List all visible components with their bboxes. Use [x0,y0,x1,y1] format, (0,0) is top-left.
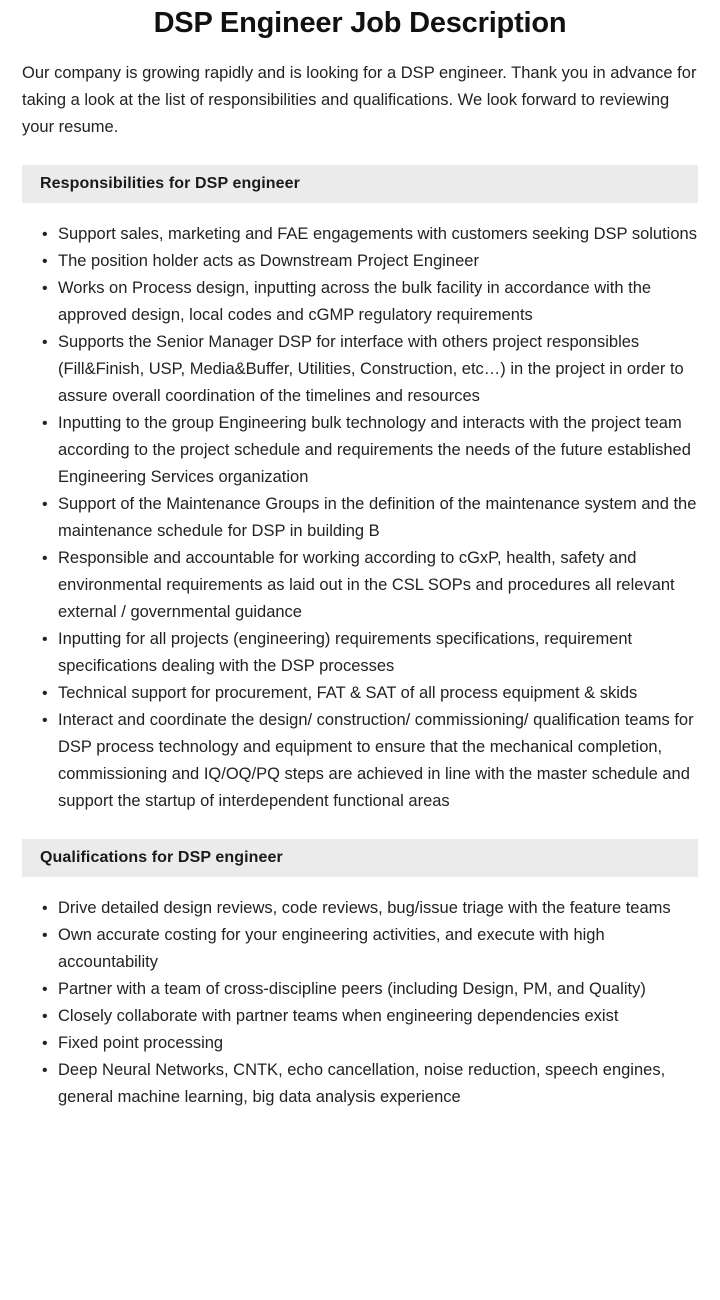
list-item: • Own accurate costing for your engineering activities, and execute with high accountability [58,922,698,976]
page-title: DSP Engineer Job Description [153,7,567,39]
list-item: • Supports the Senior Manager DSP for interface with others project responsibles (Fill&Finish, USP, Media&Buffer, Utilities, Construction, etc…) in the project in order to assure overall coordination of the timelines and resources [58,329,698,410]
section-qualifications [0,839,720,1111]
list-item: • Support sales, marketing and FAE engagements with customers seeking DSP solutions [58,221,698,248]
list-item: • Responsible and accountable for working according to cGxP, health, safety and environmental requirements as laid out in the CSL SOPs and procedures all relevant external / governmental guidance [58,545,698,626]
list-item: • Inputting for all projects (engineering) requirements specifications, requirement specifications dealing with the DSP processes [58,626,698,680]
bottom-spacer [0,1111,720,1121]
qualifications-list [0,877,720,1111]
section-header-label: Qualifications for DSP engineer [40,849,283,866]
list-item: • Inputting to the group Engineering bulk technology and interacts with the project team according to the project schedule and requirements the needs of the future established Engineering Services organization [58,410,698,491]
list-item: • Drive detailed design reviews, code reviews, bug/issue triage with the feature teams [58,895,698,922]
list-item: • Technical support for procurement, FAT & SAT of all process equipment & skids [58,680,698,707]
responsibilities-list [0,203,720,815]
list-item: • Fixed point processing [58,1030,698,1057]
section-header-qualifications [22,839,698,877]
list-item: • Deep Neural Networks, CNTK, echo cancellation, noise reduction, speech engines, general machine learning, big data analysis experience [58,1057,698,1111]
intro-paragraph: Our company is growing rapidly and is looking for a DSP engineer. Thank you in advance for taking a look at the list of responsibilities and qualifications. We look forward to reviewing your resume. [22,64,697,136]
section-header-label: Responsibilities for DSP engineer [40,175,300,192]
section-header-responsibilities [22,165,698,203]
list-item: • Interact and coordinate the design/ construction/ commissioning/ qualification teams for DSP process technology and equipment to ensure that the mechanical completion, commissioning and IQ/OQ/PQ steps are achieved in line with the master schedule and support the startup of interdependent functional areas [58,707,698,815]
list-item: • The position holder acts as Downstream Project Engineer [58,248,698,275]
section-responsibilities [0,165,720,815]
list-item: • Closely collaborate with partner teams when engineering dependencies exist [58,1003,698,1030]
list-item: • Works on Process design, inputting across the bulk facility in accordance with the approved design, local codes and cGMP regulatory requirements [58,275,698,329]
list-item: • Partner with a team of cross-discipline peers (including Design, PM, and Quality) [58,976,698,1003]
list-item: • Support of the Maintenance Groups in the definition of the maintenance system and the maintenance schedule for DSP in building B [58,491,698,545]
